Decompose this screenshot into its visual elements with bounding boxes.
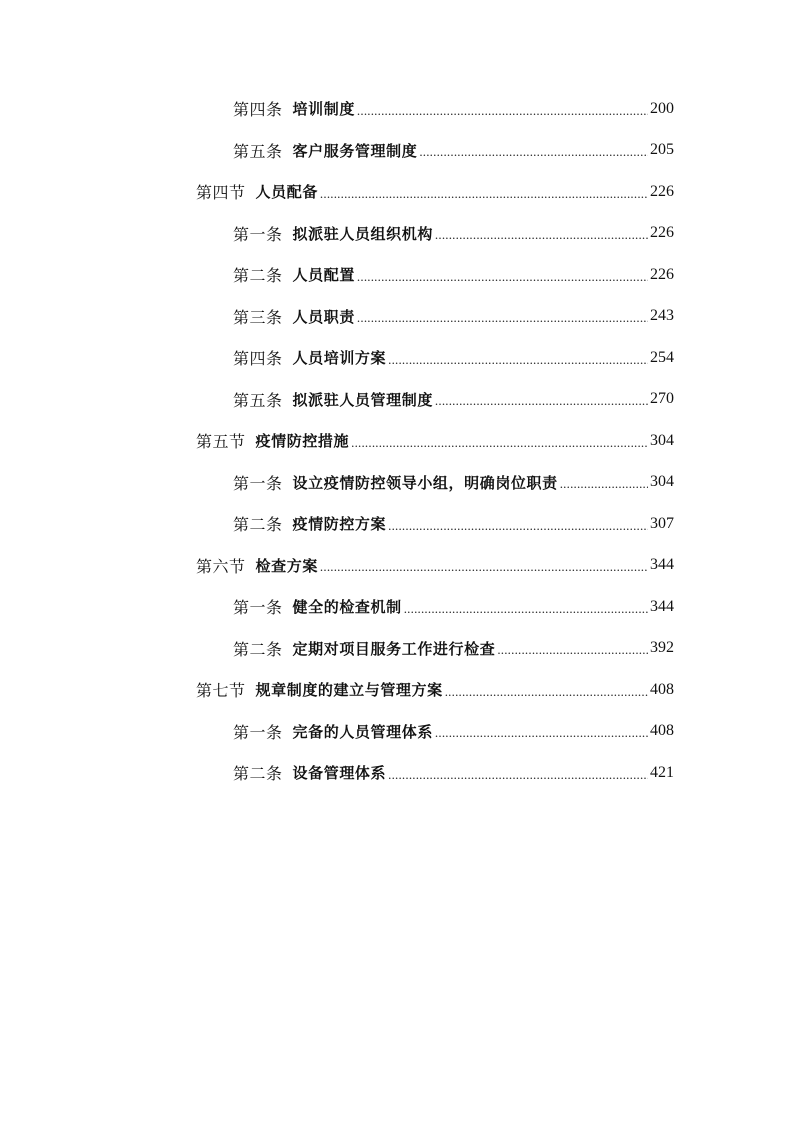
toc-entry-page: 304 (650, 473, 674, 491)
toc-entry-number: 第二条 (233, 764, 283, 784)
dot-leader (435, 393, 648, 409)
toc-entry-page: 344 (650, 556, 674, 574)
toc-entry-page: 226 (650, 265, 674, 283)
toc-entry-number: 第五条 (233, 141, 283, 161)
toc-section-entry[interactable] (0, 171, 674, 213)
toc-entry-number: 第四条 (233, 349, 283, 369)
dot-leader (357, 103, 648, 119)
table-of-contents (0, 88, 793, 794)
dot-leader (560, 476, 648, 492)
toc-entry[interactable] (0, 628, 674, 670)
toc-entry[interactable] (0, 462, 674, 504)
toc-entry-page: 205 (650, 141, 674, 159)
toc-entry[interactable] (0, 130, 674, 172)
dot-leader (351, 435, 648, 451)
toc-entry-title: 培训制度 (292, 100, 355, 119)
toc-entry-page: 200 (650, 99, 674, 117)
toc-entry-title: 疫情防控方案 (292, 515, 387, 534)
toc-entry-title: 检查方案 (255, 556, 318, 575)
toc-section-entry[interactable] (0, 420, 674, 462)
toc-entry[interactable] (0, 752, 674, 794)
toc-entry-page: 408 (650, 680, 674, 698)
toc-entry-title: 健全的检查机制 (292, 598, 402, 617)
toc-entry-page: 226 (650, 224, 674, 242)
toc-entry-page: 254 (650, 348, 674, 366)
toc-entry[interactable] (0, 379, 674, 421)
dot-leader (357, 310, 648, 326)
dot-leader (435, 725, 648, 741)
dot-leader (320, 186, 648, 202)
toc-entry-page: 243 (650, 307, 674, 325)
toc-entry[interactable] (0, 586, 674, 628)
toc-entry-title: 人员配置 (292, 266, 355, 285)
toc-entry-number: 第一条 (233, 224, 283, 244)
toc-entry-title: 拟派驻人员组织机构 (292, 224, 433, 243)
dot-leader (320, 559, 648, 575)
dot-leader (497, 642, 648, 658)
dot-leader (404, 601, 648, 617)
toc-entry-title: 拟派驻人员管理制度 (292, 390, 433, 409)
dot-leader (388, 518, 648, 534)
toc-entry-page: 344 (650, 597, 674, 615)
toc-entry[interactable] (0, 254, 674, 296)
toc-entry-title: 设立疫情防控领导小组，明确岗位职责 (292, 473, 558, 492)
toc-entry-number: 第七节 (196, 681, 246, 701)
toc-entry[interactable] (0, 88, 674, 130)
dot-leader (419, 144, 648, 160)
toc-entry-number: 第六节 (196, 556, 246, 576)
toc-entry-number: 第二条 (233, 639, 283, 659)
toc-entry-title: 人员职责 (292, 307, 355, 326)
toc-entry[interactable] (0, 503, 674, 545)
toc-entry-page: 307 (650, 514, 674, 532)
toc-entry-page: 421 (650, 763, 674, 781)
toc-entry[interactable] (0, 296, 674, 338)
toc-entry-title: 人员配备 (255, 183, 318, 202)
toc-entry-number: 第一条 (233, 722, 283, 742)
toc-entry-number: 第四条 (233, 100, 283, 120)
toc-entry-number: 第一条 (233, 473, 283, 493)
toc-entry-page: 408 (650, 722, 674, 740)
toc-entry-page: 304 (650, 431, 674, 449)
toc-entry[interactable] (0, 337, 674, 379)
toc-entry-number: 第三条 (233, 307, 283, 327)
dot-leader (445, 684, 648, 700)
toc-entry-number: 第五节 (196, 432, 246, 452)
dot-leader (388, 767, 648, 783)
toc-entry-title: 规章制度的建立与管理方案 (255, 681, 443, 700)
toc-entry-title: 客户服务管理制度 (292, 141, 418, 160)
dot-leader (388, 352, 648, 368)
toc-entry-page: 270 (650, 390, 674, 408)
toc-entry-page: 226 (650, 182, 674, 200)
dot-leader (357, 269, 648, 285)
dot-leader (435, 227, 648, 243)
toc-section-entry[interactable] (0, 545, 674, 587)
toc-entry-title: 完备的人员管理体系 (292, 722, 433, 741)
toc-entry-title: 设备管理体系 (292, 764, 387, 783)
toc-entry[interactable] (0, 711, 674, 753)
toc-entry-page: 392 (650, 639, 674, 657)
toc-entry-number: 第四节 (196, 183, 246, 203)
toc-entry-number: 第五条 (233, 390, 283, 410)
toc-entry-title: 疫情防控措施 (255, 432, 350, 451)
toc-entry-number: 第二条 (233, 515, 283, 535)
toc-entry-title: 人员培训方案 (292, 349, 387, 368)
toc-entry-title: 定期对项目服务工作进行检查 (292, 639, 496, 658)
toc-entry[interactable] (0, 213, 674, 255)
toc-entry-number: 第二条 (233, 266, 283, 286)
toc-entry-number: 第一条 (233, 598, 283, 618)
toc-section-entry[interactable] (0, 669, 674, 711)
